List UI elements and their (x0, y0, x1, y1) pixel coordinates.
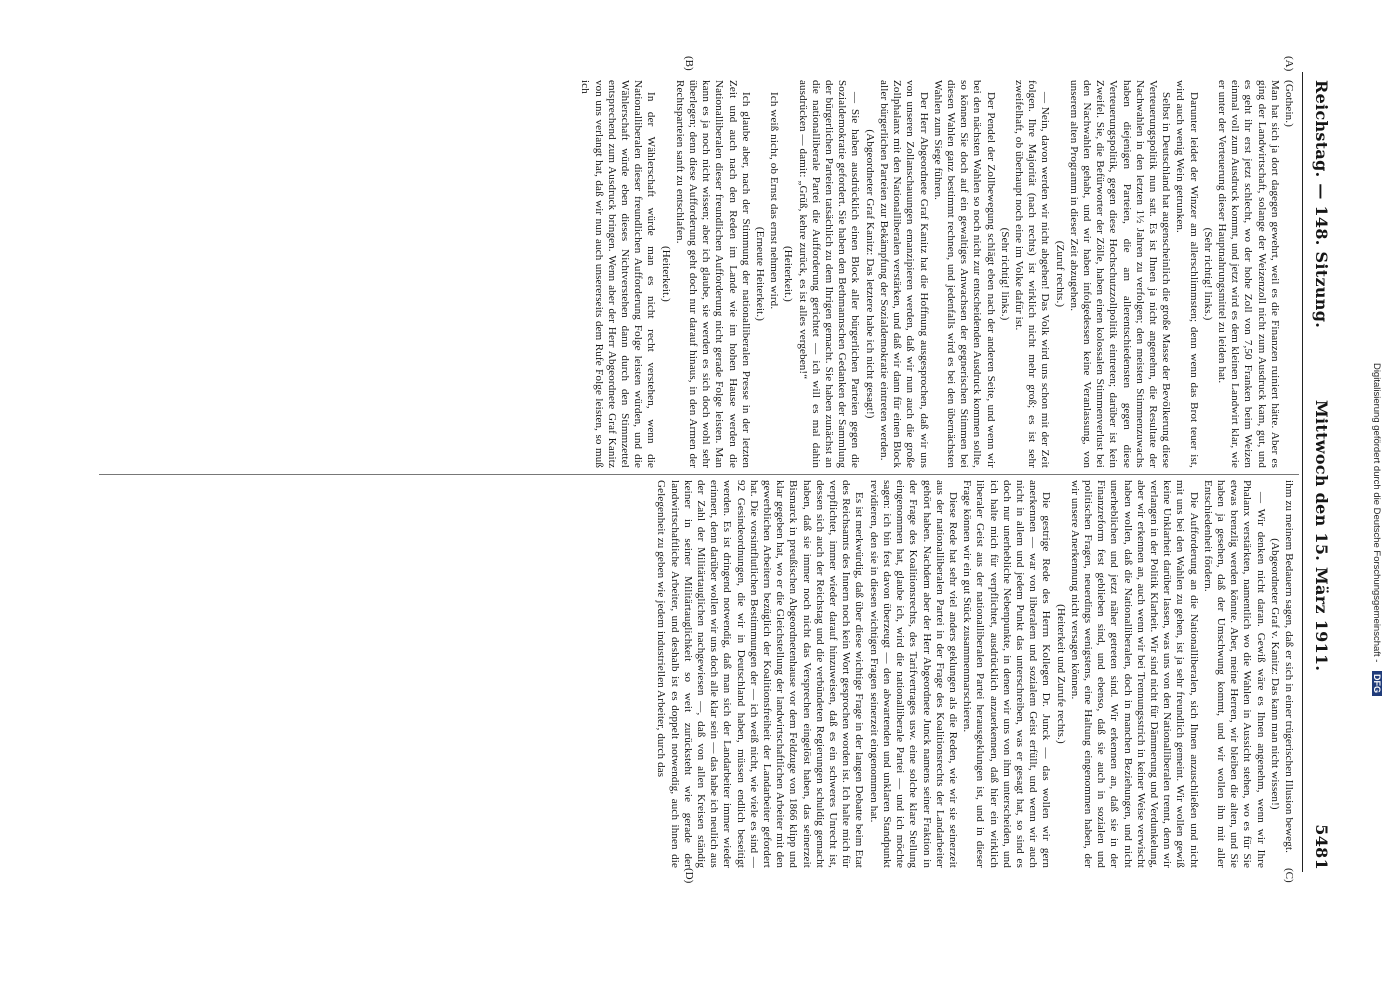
paragraph: Diese Rede hat sehr viel anders geklungen als die Reden, wie wir sie seinerzeit aus der nationalliberalen Partei in der Frage des Koalitionsrechts der Landarbeiter gehört haben. Nachdem aber der Herr Abgeordnete Junck namens seiner Fraktion in der Frage des Koalitionsrechts, des Tarifvertrages usw. eine solche klare Stellung eingenommen hat, glaube ich, wird die nationalliberale Partei — und ich möchte sagen: ich bin fest davon überzeugt — den abwartenden und unklaren Standpunkt revidieren, den sie in diesen wichtigen Fragen seinerzeit eingenommen hat. (867, 480, 959, 868)
margin-mark-c: (C) (1283, 868, 1295, 883)
paragraph: — Sie haben ausdrücklich einen Block aller bürgerlichen Parteien gegen die Sozialdemokratie gefordert. Sie haben den Bethmannschen Gedanken der Sammlung der bürgerlichen Parteien tatsächlich zu dem Ihrigen gemacht. Sie haben zunächst an die nationalliberale Partei die Aufforderung gerichtet — ich will es mal dahin ausdrücken — damit: „Grüß, kehre zurück, es ist alles vergeben!“ (796, 80, 862, 468)
column-left (577, 80, 1295, 468)
dfg-logo: DFG (1372, 671, 1382, 696)
interjection: (Zuruf rechts.) (1053, 240, 1066, 308)
paragraph: Darunter leidet der Winzer am allerschlimmsten; denn wenn das Brot teuer ist, wird auch wenig Wein getrunken. (1174, 80, 1200, 468)
margin-mark-a: (A) (1283, 56, 1295, 72)
page-header (1305, 80, 1331, 870)
digitization-text: Digitalisierung gefördert durch die Deutsche Forschungsgemeinschaft - (1371, 362, 1382, 663)
margin-mark-b: (B) (683, 56, 695, 71)
interjection: (Heiterkeit.) (782, 245, 795, 302)
interjection: (Heiterkeit.) (659, 245, 672, 302)
paragraph: In der Wählerschaft würde man es nicht recht verstehen, wenn die Nationalliberalen dieser freundlichen Aufforderung Folge leisten würden, und die Wählerschaft würde eben dieses Nichtverstehen dann durch den Stimmzettel entsprechend zum Ausdruck bringen. Wenn aber der Herr Abgeordnete Graf Kanitz von uns verlangt hat, daß wir nun auch unsererseits dem Rufe Folge leisten, so muß ich (579, 80, 658, 468)
interjection: (Sehr richtig! links.) (998, 227, 1011, 321)
margin-mark-d: (D) (683, 868, 695, 884)
column-right (653, 480, 1295, 868)
paragraph: Ich weiß nicht, ob Ernst das ernst nehmen wird. (768, 92, 781, 310)
interjection: (Abgeordneter Graf Kanitz: Das letztere habe ich nicht gesagt!) (863, 129, 876, 419)
header-date: Mittwoch den 15. März 1911. (1312, 400, 1331, 672)
header-rule (1302, 72, 1303, 872)
page-number: 5481 (1312, 824, 1331, 870)
paragraph: Es ist merkwürdig, daß über diese wichtige Frage in der langen Debatte beim Etat des Reichsamts des Innern noch kein Wort gesprochen worden ist. Ich halte mich für verpflichtet, immer wieder darauf hinzuweisen, daß es ein schweres Unrecht ist, dessen sich auch der Reichstag und die verbündeten Regierungen schuldig gemacht haben, daß sie immer noch nicht das Versprechen eingelöst haben, das seinerzeit Bismarck in preußischen Abgeordnetenhause vor dem Feldzuge von 1866 klipp und klar gegeben hat, wo er die Gleichstellung der landwirtschaftlichen Arbeiter mit den gewerblichen Arbeitern bezüglich der Koalitionsfreiheit der Landarbeiter gefordert hat. Die vorsintflutlichen Bestimmungen der — ich weiß nicht, wie viele es sind — 92 Gesindeordnungen, die wir in Deutschland haben, müssen endlich beseitigt werden. Es ist dringend notwendig, daß man sich der Landarbeiter immer wieder erinnert, denn darüber wollen wir uns doch alle klar sein — das habe ich neulich aus der Zahl der Militärtauglichen nachgewiesen —, daß von allen Kreisen ständig keiner in seiner Militärtauglichkeit so weit zurücksteht wie gerade der landwirtschaftliche Arbeiter, und deshalb ist es doppelt notwendig, auch ihnen die Gelegenheit zu geben wie jedem industriellen Arbeiter, durch das (655, 480, 866, 868)
header-left: Reichstag. — 148. Sitzung. (1312, 80, 1331, 329)
paragraph: Die gestrige Rede des Herrn Kollegen Dr. Junck — das wollen wir gern anerkennen — war von liberalem und sozialem Geist erfüllt, und wenn wir auch nicht in allem und jedem Punkt das unterschreiben, was er gesagt hat, so sind es doch nur unerhebliche Nebenpunkte, in denen wir uns von ihm unterscheiden, und ich halte mich für verpflichtet, ausdrücklich anzuerkennen, daß hier ein wirklich liberaler Geist aus der nationalliberalen Partei herausgeklungen ist, und in dieser Frage können wir ein gut Stück zusammenmarschieren. (961, 480, 1053, 868)
column-separator (99, 474, 1299, 475)
paragraph: Selbst in Deutschland hat augenscheinlich die große Masse der Bevölkerung diese Verteuerungspolitik nun satt. Es ist Ihnen ja nicht angenehm, die Resultate der Nachwahlen in den letzten 1½ Jahren zu verfolgen; den meisten Stimmenzuwachs haben diejenigen Parteien, die am allerentschiedensten gegen diese Verteuerungspolitik, gegen diese Hochschutzzollpolitik eintreten; darüber ist kein Zweifel. Sie, die Befürworter der Zölle, haben einen kolossalen Stimmenverlust bei den Nachwahlen gehabt, und wir haben infolgedessen keine Veranlassung, von unserem alten Programm in dieser Zeit abzugehen. (1067, 80, 1173, 468)
paragraph: (Gothein.) (1283, 80, 1295, 128)
paragraph: Der Pendel der Zollbewegung schlägt eben nach der anderen Seite, und wenn wir bei den nächsten Wahlen so noch nicht zur entscheidenden Ausdruck kommen sollte, so können Sie doch auf ein gewaltiges Anwachsen der gegnerischen Stimmen bei diesen Wahlen ganz bestimmt rechnen, und jedenfalls wird es bei den übernächsten Wahlen zum Siege führen. (931, 80, 997, 468)
paragraph: Ich glaube aber, nach der Stimmung der nationalliberalen Presse in der letzten Zeit und auch nach den Reden im Lande wie im hohen Hause werden die Nationalliberalen dieser freundlichen Aufforderung nicht gerade Folge leisten. Man kann es ja noch nicht wissen; aber ich glaube, sie werden es sich doch wohl sehr überlegen; denn diese Aufforderung geht doch nur darauf hinaus, in den Armen der Rechtsparteien sanft zu entschlafen. (673, 80, 752, 468)
interjection: (Heiterkeit und Zurufe rechts.) (1054, 604, 1067, 744)
paragraph: Der Herr Abgeordnete Graf Kanitz hat die Hoffnung ausgesprochen, daß wir uns von unseren Zollanschauungen emanzipieren werden, daß wir nun auch die große Zollphalanx mit den Nationalliberalen verstärken, und daß wir dann für einen Block aller bürgerlichen Parteien zur Bekämpfung der Sozialdemokratie eintreten werden. (877, 80, 930, 468)
paragraph: — Wir denken nicht daran. Gewiß wäre es Ihnen angenehm, wenn wir Ihre Phalanx verstärkten, namentlich wo die Wahlen in Aussicht stehen, wo es für Sie etwas brenzlig werden könnte. Aber, meine Herren, wir bleiben die alten, und Sie haben ja gesehen, daß der Umschwung kommt, und wir wollen ihn mit aller Entschiedenheit fördern. (1201, 480, 1267, 868)
paragraph: Man hat sich ja dort dagegen gewehrt, weil es die Finanzen ruiniert hätte. Aber es ging der Landwirtschaft, solange der Weizenzoll nicht zum Ausdruck kam, gut, und es geht ihr erst jetzt schlecht, wo der hohe Zoll von 7,50 Franken beim Weizen einmal voll zum Ausdruck kommt, und jetzt wird es dem kleinen Landwirt klar, wie er unter der Verteuerung dieser Hauptnahrungsmittel zu leiden hat. (1215, 80, 1281, 468)
paragraph: — Nein, davon werden wir nicht abgehen! Das Volk wird uns schon mit der Zeit folgen. Ihre Majorität (nach rechts) ist wirklich nicht mehr groß; es ist sehr zweifelhaft, ob überhaupt noch eine im Volke dafür ist. (1012, 80, 1052, 468)
interjection: (Erneute Heiterkeit.) (754, 226, 767, 322)
paragraph: Die Aufforderung an die Nationalliberalen, sich Ihnen anzuschließen und nicht mit uns bei den Wahlen zu gehen, ist ja sehr freundlich gemeint. Wir wollen gewiß keine Unklarheit darüber lassen, was uns von den Nationalliberalen trennt, denn wir verlangen in der Politik Klarheit. Wir sind nicht für Dämmerung und Verdunkelung, aber wir erkennen an, auch wenn wir bei Trennungsstrich in keiner Weise verwischt haben wollen, daß die Nationalliberalen, doch in manchen Beziehungen, und nicht unerheblichen und jetzt näher getreten sind. Wir erkennen an, daß sie in der Finanzreform fest geblieben sind, und ebenso, daß sie auch in sozialen und politischen Fragen, neuerdings wenigstens, eine Haltung eingenommen haben, der wir unsere Anerkennung nicht versagen können. (1068, 480, 1200, 868)
paragraph: ihm zu meinem Bedauern sagen, daß er sich in einer trügerischen Illusion bewegt. (1283, 480, 1295, 854)
digitization-note (1360, 6, 1382, 696)
interjection: (Abgeordneter Graf v. Kanitz: Das kann man nicht wissen!) (1268, 538, 1281, 810)
interjection: (Sehr richtig! links.) (1201, 227, 1214, 321)
